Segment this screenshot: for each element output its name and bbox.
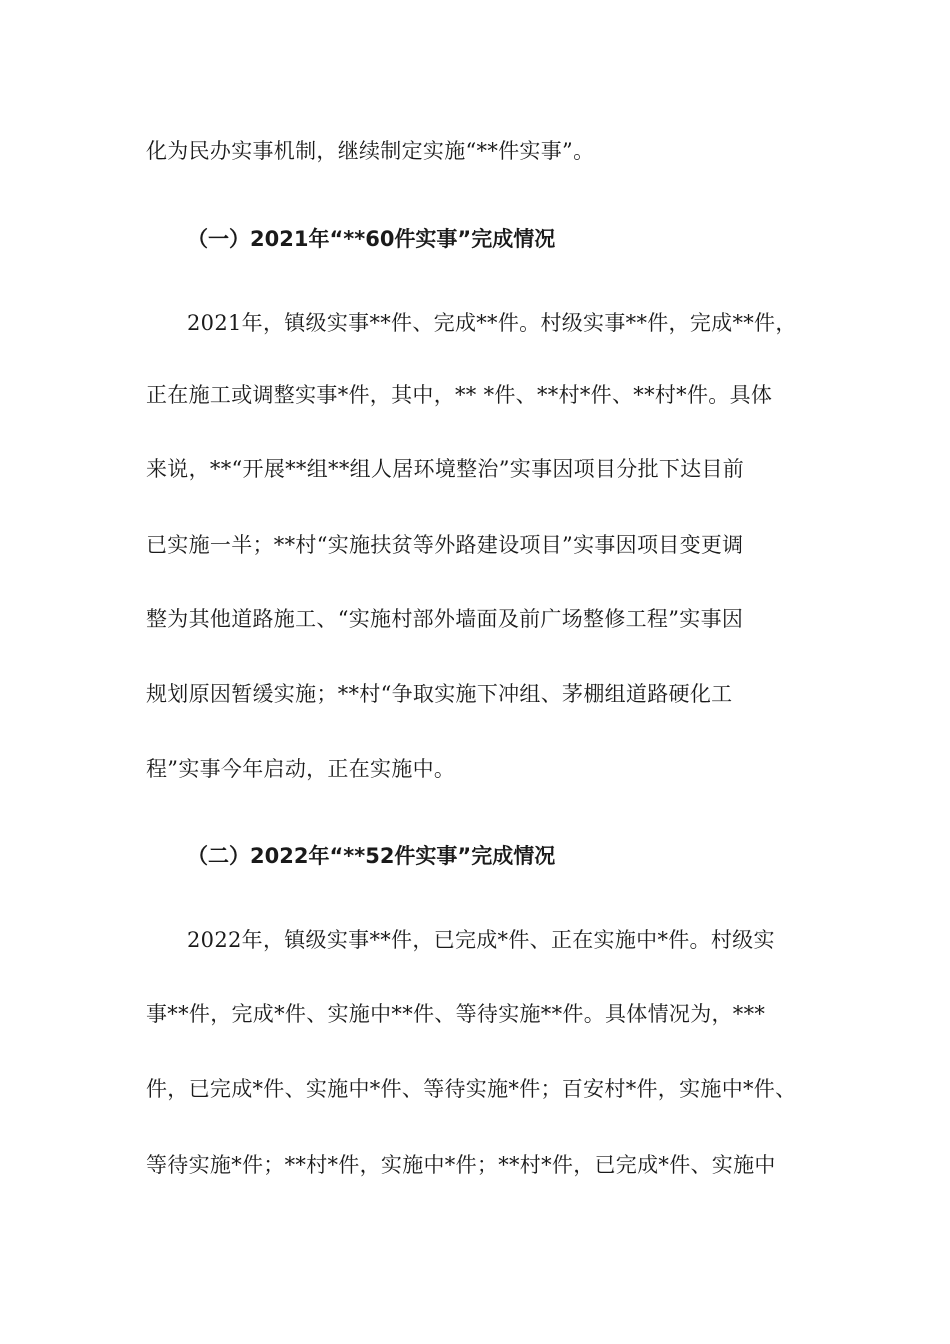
paragraph-line: 规划原因暂缓实施；**村“争取实施下冲组、茅棚组道路硬化工 — [146, 682, 733, 706]
paragraph-line: 正在施工或调整实事*件，其中，** *件、**村*件、**村*件。具体 — [146, 383, 773, 407]
paragraph-line: 件，已完成*件、实施中*件、等待实施*件；百安村*件，实施中*件、 — [146, 1077, 797, 1101]
paragraph-line: 2021年，镇级实事**件、完成**件。村级实事**件，完成**件， — [187, 311, 797, 335]
paragraph-line: 程”实事今年启动，正在实施中。 — [146, 757, 456, 781]
section-heading-2021: （一）2021年“**60件实事”完成情况 — [187, 227, 556, 251]
paragraph-line: 事**件，完成*件、实施中**件、等待实施**件。具体情况为，*** — [146, 1002, 766, 1026]
paragraph-line: 等待实施*件；**村*件，实施中*件；**村*件，已完成*件、实施中 — [146, 1153, 776, 1177]
paragraph-line: 来说，**“开展**组**组人居环境整治”实事因项目分批下达目前 — [146, 457, 745, 481]
paragraph-line: 已实施一半；**村“实施扶贫等外路建设项目”实事因项目变更调 — [146, 533, 744, 557]
paragraph-line: 2022年，镇级实事**件，已完成*件、正在实施中*件。村级实 — [187, 928, 775, 952]
paragraph-line: 整为其他道路施工、“实施村部外墙面及前广场整修工程”实事因 — [146, 607, 744, 631]
paragraph-line: 化为民办实事机制，继续制定实施“**件实事”。 — [146, 139, 595, 163]
section-heading-2022: （二）2022年“**52件实事”完成情况 — [187, 844, 556, 868]
